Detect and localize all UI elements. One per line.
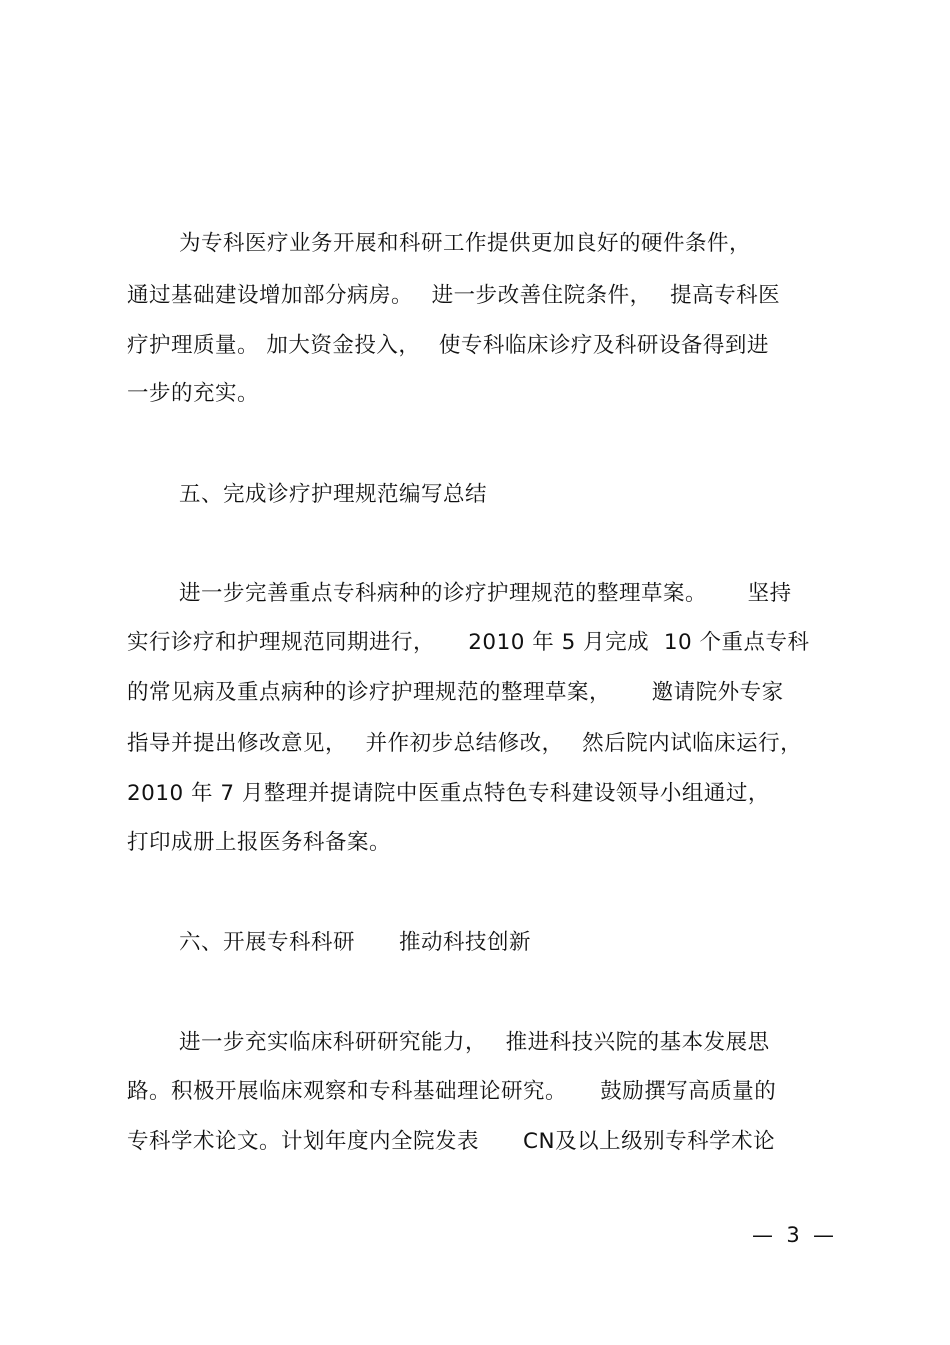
section-heading-six: 六、开展专科科研 推动科技创新 — [179, 930, 532, 955]
paragraph-line: 打印成册上报医务科备案。 — [127, 830, 392, 855]
paragraph-line: 为专科医疗业务开展和科研工作提供更加良好的硬件条件， — [179, 231, 752, 256]
paragraph-line: 进一步充实临床科研研究能力， 推进科技兴院的基本发展思 — [179, 1030, 770, 1055]
paragraph-line: 一步的充实。 — [127, 381, 260, 406]
paragraph-line: 疗护理质量。 加大资金投入， 使专科临床诊疗及科研设备得到进 — [127, 333, 769, 358]
paragraph-line: 的常见病及重点病种的诊疗护理规范的整理草案， 邀请院外专家 — [127, 680, 784, 705]
page-number: — 3 — — [752, 1223, 835, 1247]
paragraph-line: 专科学术论文。计划年度内全院发表 CN及以上级别专科学术论 — [127, 1129, 776, 1154]
paragraph-line: 路。积极开展临床观察和专科基础理论研究。 鼓励撰写高质量的 — [127, 1079, 777, 1104]
paragraph-line: 进一步完善重点专科病种的诊疗护理规范的整理草案。 坚持 — [179, 581, 792, 606]
paragraph-line: 实行诊疗和护理规范同期进行， 2010 年 5 月完成 10 个重点专科 — [127, 630, 810, 655]
paragraph-line: 指导并提出修改意见， 并作初步总结修改， 然后院内试临床运行， — [127, 731, 803, 756]
paragraph-line: 2010 年 7 月整理并提请院中医重点特色专科建设领导小组通过， — [127, 781, 770, 806]
paragraph-line: 通过基础建设增加部分病房。 进一步改善住院条件， 提高专科医 — [127, 283, 781, 308]
section-heading-five: 五、完成诊疗护理规范编写总结 — [179, 482, 488, 507]
